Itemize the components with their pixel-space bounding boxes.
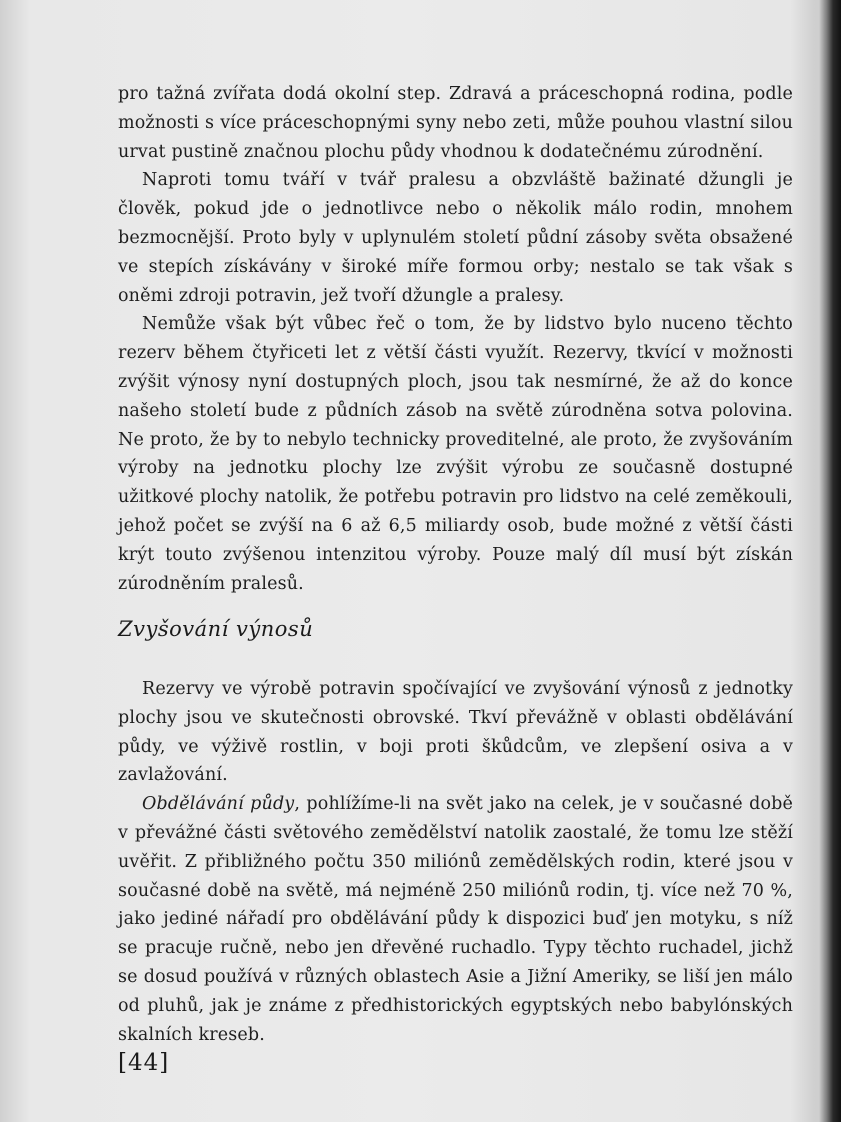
body-text-top <box>118 80 793 598</box>
page-edge-shadow <box>819 0 841 1122</box>
page-number: [44] <box>118 1050 170 1076</box>
section-heading: Zvyšování výnosů <box>118 617 314 641</box>
paragraph-continuation: pro tažná zvířata dodá okolní step. Zdravá a práceschopná rodina, podle možnosti s více práceschopnými syny nebo zeti, může pouhou vlastní silou urvat pustině značnou plochu půdy vhodnou k dodatečnému zúrodnění. <box>118 84 793 162</box>
paragraph <box>118 790 793 1049</box>
body-text-section <box>118 675 793 1049</box>
paragraph-rest: , pohlížíme-li na svět jako na celek, je v současné době v převážné části světového zemědělství natolik zaostalé, že tomu lze stěží uvěřit. Z přibližného počtu 350 miliónů zemědělských rodin, které jsou v současné době na světě, má nejméně 250 miliónů rodin, tj. více než 70 %, jako jediné nářadí pro obdělávání půdy k dispozici buď jen motyku, s níž se pracuje ručně, nebo jen dřevěné ruchadlo. Typy těchto ruchadel, jichž se dosud používá v různých oblastech Asie a Jižní Ameriky, se liší jen málo od pluhů, jak je známe z předhistorických egyptských nebo babylónských skalních kreseb. <box>118 794 793 1045</box>
paragraph: Naproti tomu tváří v tvář pralesu a obzvláště bažinaté džungli je člověk, pokud jde o jednotlivce nebo o několik málo rodin, mnohem bezmocnější. Proto byly v uplynulém století půdní zásoby světa obsažené ve stepích získávány v široké míře formou orby; nestalo se tak však s oněmi zdroji potravin, jež tvoří džungle a pralesy. <box>118 170 793 306</box>
paragraph: Nemůže však být vůbec řeč o tom, že by lidstvo bylo nuceno těchto rezerv během čtyřiceti let z větší části využít. Rezervy, tkvící v možnosti zvýšit výnosy nyní dostupných ploch, jsou tak nesmírné, že až do konce našeho století bude z půdních zásob na světě zúrodněna sotva polovina. Ne proto, že by to nebylo technicky proveditelné, ale proto, že zvyšováním výroby na jednotku plochy lze zvýšit výrobu ze současně dostupné užitkové plochy natolik, že potřebu potravin pro lidstvo na celé zeměkouli, jehož počet se zvýší na 6 až 6,5 miliardy osob, bude možné z větší části krýt touto zvýšenou intenzitou výroby. Pouze malý díl musí být získán zúrodněním pralesů. <box>118 314 793 594</box>
italic-lead-term: Obdělávání půdy <box>142 794 295 815</box>
paragraph: Rezervy ve výrobě potravin spočívající ve zvyšování výnosů z jednotky plochy jsou ve skutečnosti obrovské. Tkví převážně v oblasti obdělávání půdy, ve výživě rostlin, v boji proti škůdcům, ve zlepšení osiva a v zavlažování. <box>118 679 793 786</box>
